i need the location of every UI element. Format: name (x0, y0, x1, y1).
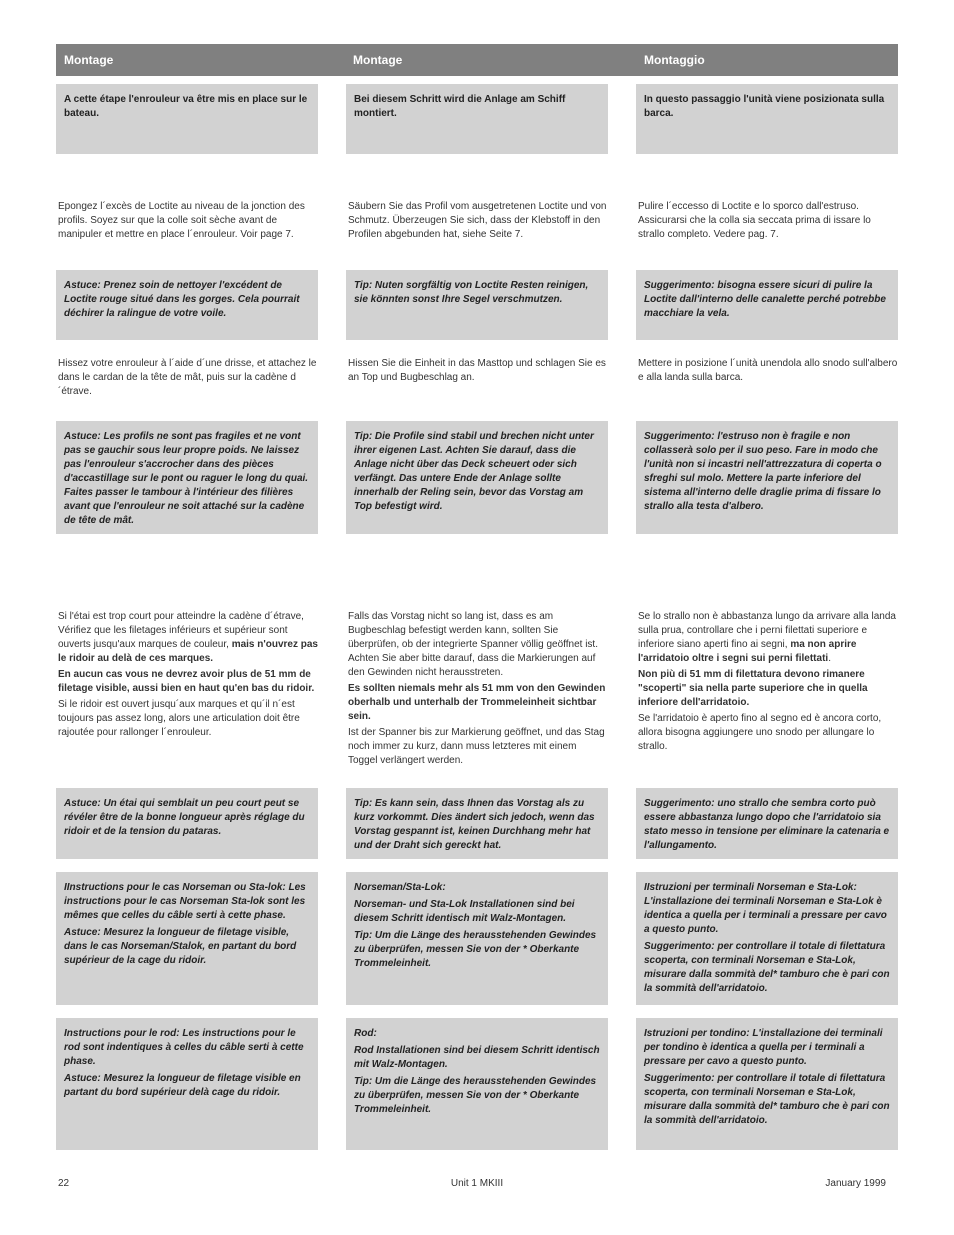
footer-page-number: 22 (58, 1178, 70, 1189)
footer-date: January 1999 (825, 1178, 886, 1189)
rod-box-french: Instructions pour le rod: Les instructions pour le rod sont indentiques à celles du câble serti à cette phase. Astuce: Mesurez la longueur de filetage visible en partant du bord supérieur delà cage du ridoir. (56, 1018, 318, 1150)
tip-box-tension-french: Astuce: Un étai qui semblait un peu court peut se révéler être de la bonne longueur après réglage du ridoir et de la tension du pataras. (56, 788, 318, 859)
tip-box-loctite-italian: Suggerimento: bisogna essere sicuri di pulire la Loctite dall'interno delle canalette perché potrebbe macchiare la vela. (636, 270, 898, 340)
norseman-box-italian: IIstruzioni per terminali Norseman e Sta-Lok: L'installazione dei terminali Norseman e Sta-Lok è identica a quella per i terminali a pressare per cavo a questo punto. Suggerimento: per controllare il totale di filettatura scoperta, con terminali Norseman e Sta-Lok, misurare dalla sommità del* tamburo che è pari con la sommità dell'arridatoio. (636, 872, 898, 1005)
rod-box-german: Rod: Rod Installationen sind bei diesem Schritt identisch mit Walz-Montagen. Tip: Um die Länge des herausstehenden Gewindes zu überprüfen, messen Sie von der * Oberkante Trommeleinheit. (346, 1018, 608, 1150)
hoist-text-german: Hissen Sie die Einheit in das Masttop und schlagen Sie es an Top und Bugbeschlag an. (348, 358, 606, 383)
norseman-box-french: IInstructions pour le cas Norseman ou Sta-lok: Les instructions pour le cas Norseman Sta-lok sont les mêmes que celles du câble serti à cette phase. Astuce: Mesurez la longueur de filetage visible, dans le cas Norseman/Stalok, en partant du bord supérieur de la cage du ridoir. (56, 872, 318, 1005)
short-stay-text-german: Falls das Vorstag nicht so lang ist, dass es am Bugbeschlag befestigt werden kann, sollten Sie überprüfen, ob der integrierte Spanner völlig geöffnet ist. Achten Sie aber bitte darauf, dass die Markierungen auf den Gewinden nicht herausstreten. Es sollten niemals mehr als 51 mm von den Gewinden oberhalb und unterhalb der Trommeleinheit sichtbar sein. Ist der Spanner bis zur Markierung geöffnet, und das Stag noch immer zu kurz, dann muss letzteres mit einem Toggel verlängert werden. (348, 611, 606, 766)
step-box-german: Bei diesem Schritt wird die Anlage am Schiff montiert. (346, 84, 608, 154)
header-italian: Montaggio (636, 44, 898, 76)
tip-box-loctite-french: Astuce: Prenez soin de nettoyer l'excédent de Loctite rouge situé dans les gorges. Cela pourrait déchirer la ralingue de votre voile. (56, 270, 318, 340)
clean-text-italian: Pulire l´eccesso di Loctite e lo sporco dall'estruso. Assicurarsi che la colla sia seccata prima di issare lo strallo completo. Vedere pag. 7. (638, 201, 871, 240)
footer-unit: Unit 1 MKIII (450, 1178, 504, 1189)
header-french: Montage (56, 44, 345, 76)
clean-text-french: Epongez l´excès de Loctite au niveau de la jonction des profils. Soyez sur que la colle soit sèche avant de manipuler et mettre en place l´enrouleur. Voir page 7. (58, 201, 305, 240)
tip-box-profiles-french: Astuce: Les profils ne sont pas fragiles et ne vont pas se gauchir sous leur propre poids. Ne laissez pas l'enrouleur s'accrocher dans des pièces d'accastillage sur le pont ou raguer le long du quai. Faites passer le tambour à l'intérieur des filières avant que l'enrouleur ne soit attaché sur la cadène de tête de mât. (56, 421, 318, 534)
hoist-text-french: Hissez votre enrouleur à l´aide d´une drisse, et attachez le dans le cardan de la tête de mât, puis sur la cadène d´étrave. (58, 358, 317, 397)
step-box-italian: In questo passaggio l'unità viene posizionata sulla barca. (636, 84, 898, 154)
hoist-text-italian: Mettere in posizione l´unità unendola allo snodo sull'albero e alla landa sulla barca. (638, 358, 898, 383)
tip-box-tension-german: Tip: Es kann sein, dass Ihnen das Vorstag als zu kurz vorkommt. Dies ändert sich jedoch, wenn das Vorstag gespannt ist, keinen Durchhang mehr hat und der Draht sich gereckt hat. (346, 788, 608, 859)
norseman-box-german: Norseman/Sta-Lok: Norseman- und Sta-Lok Installationen sind bei diesem Schritt identisch mit Walz-Montagen. Tip: Um die Länge des herausstehenden Gewindes zu überprüfen, messen Sie von der * Oberkante Trommeleinheit. (346, 872, 608, 1005)
clean-text-german: Säubern Sie das Profil vom ausgetretenen Loctite und von Schmutz. Überzeugen Sie sich, dass der Klebstoff in den Profilen abgebunden hat, siehe Seite 7. (348, 201, 607, 240)
step-box-french: A cette étape l'enrouleur va être mis en place sur le bateau. (56, 84, 318, 154)
rod-box-italian: Istruzioni per tondino: L'installazione dei terminali per tondino è identica a quella per i terminali a pressare per cavo a questo punto. Suggerimento: per controllare il totale di filettatura scoperta, con terminali Norseman e Sta-Lok, misurare dalla sommità del* tamburo che è pari con la sommità dell'arridatoio. (636, 1018, 898, 1150)
tip-box-loctite-german: Tip: Nuten sorgfältig von Loctite Resten reinigen, sie könnten sonst Ihre Segel verschmutzen. (346, 270, 608, 340)
short-stay-text-italian: Se lo strallo non è abbastanza lungo da arrivare alla landa sulla prua, controllare che i perni filettati superiore e inferiore siano aperti fino ai segni, ma non aprire l'arridatoio oltre i segni sui perni filettati. Non più di 51 mm di filettatura devono rimanere "scoperti" sia nella parte superiore che in quella inferiore dell'arridatoio. Se l'arridatoio è aperto fino al segno ed è ancora corto, allora bisogna aggiungere uno snodo per allungare lo strallo. (638, 611, 896, 752)
short-stay-text-french: Si l'étai est trop court pour atteindre la cadène d´étrave, Vérifiez que les filetages inférieurs et supérieur sont ouverts jusqu'aux marques de couleur, mais n'ouvrez pas le ridoir au delà de ces marques. En aucun cas vous ne devrez avoir plus de 51 mm de filetage visible, aussi bien en haut qu'en bas du ridoir. Si le ridoir est ouvert jusqu´aux marques et qu´il n´est toujours pas assez long, alors une articulation doit être rajoutée pour rallonger l´enrouleur. (58, 611, 318, 738)
tip-box-tension-italian: Suggerimento: uno strallo che sembra corto può essere abbastanza lungo dopo che l'arridatoio sia stato messo in tensione per eliminare la catenaria e l'allungamento. (636, 788, 898, 859)
tip-box-profiles-german: Tip: Die Profile sind stabil und brechen nicht unter ihrer eigenen Last. Achten Sie darauf, dass die Anlage nicht über das Deck scheuert oder sich verfängt. Das untere Ende der Anlage sollte innerhalb der Reling sein, bevor das Vorstag am Top befestigt wird. (346, 421, 608, 534)
tip-box-profiles-italian: Suggerimento: l'estruso non è fragile e non collasserà solo per il suo peso. Fare in modo che l'unità non si incastri nell'attrezzatura di coperta o sfreghi sul molo. Mettere la parte inferiore del sistema all'interno delle draglie prima di fissare lo strallo alla testa d'albero. (636, 421, 898, 534)
header-german: Montage (345, 44, 636, 76)
